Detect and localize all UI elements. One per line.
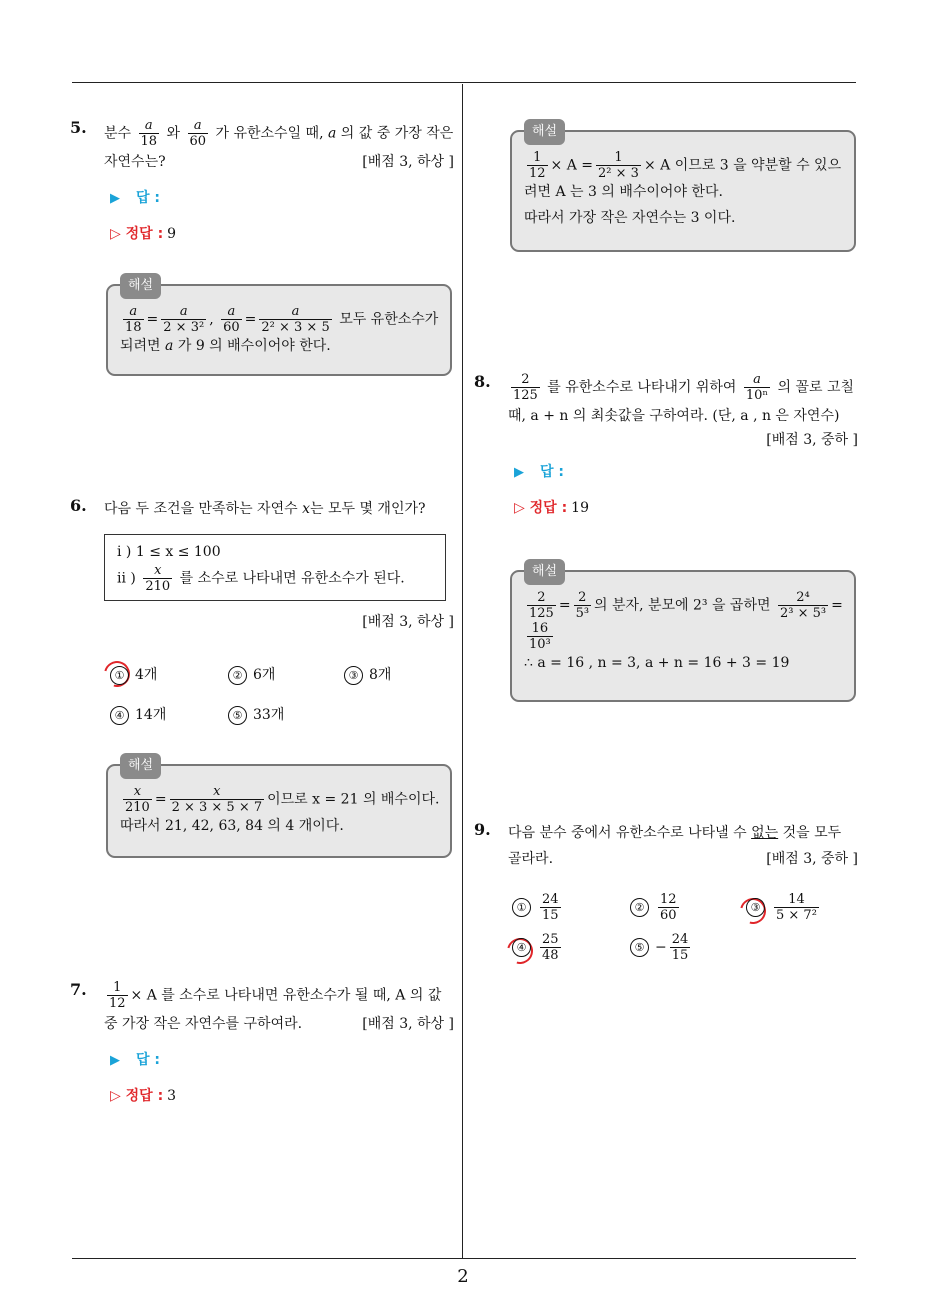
question-number: 5. — [70, 118, 87, 137]
explanation-tag: 해설 — [120, 753, 161, 779]
choice-4[interactable]: ④ $\frac{25}{48}$ — [512, 932, 564, 963]
choice-4[interactable]: ④ 14개 — [110, 704, 166, 725]
explanation-tag: 해설 — [524, 559, 565, 585]
answer-line: ▶ 답 : — [514, 464, 564, 480]
top-rule — [72, 82, 856, 83]
question-number: 8. — [474, 372, 491, 391]
outline-triangle-icon: ▷ — [110, 226, 126, 242]
question-number: 6. — [70, 496, 87, 515]
score-meta: [배점 3, 하상 ] — [362, 614, 454, 630]
explanation-box-7: 해설 $\frac{1}{12}$ × A = $\frac{1}{\text{2² × 3}}$ × A 이므로 3 을 약분할 수 있으려면 A 는 3 의 배수이어야 한다. 따라서 가장 작은 자연수는 3 이다. — [510, 130, 856, 252]
explanation-box-8: 해설 $\frac{2}{125}$ = $\frac{2}{\text{5³}}$ 의 분자, 분모에 2³ 을 곱하면 $\frac{\text{2⁴}}{\text{2³ × 5³}}$ = $\frac{16}{\text{10³}}$ ∴ a = 16 , n = 3, a + n = 16 + 3 = 19 — [510, 570, 856, 702]
score-meta: [배점 3, 하상 ] — [362, 154, 454, 170]
choice-1[interactable]: ① $\frac{24}{15}$ — [512, 892, 564, 923]
choice-5[interactable]: ⑤ 33개 — [228, 704, 284, 725]
column-divider — [462, 84, 463, 1258]
question-number: 7. — [70, 980, 87, 999]
outline-triangle-icon: ▷ — [514, 500, 530, 516]
question-5 — [70, 118, 454, 243]
choice-2[interactable]: ② 6개 — [228, 664, 275, 685]
condition-box: i ) 1 ≤ x ≤ 100 ii ) $\frac{x}{210}$ 를 소수로 나타내면 유한소수가 된다. — [104, 534, 446, 601]
fraction: $\frac{a}{18}$ — [140, 118, 158, 149]
answer-line: ▶ 답 : — [110, 190, 160, 206]
correct-answer: ▷ 정답 : 9 — [110, 226, 177, 242]
question-7 — [70, 980, 454, 1105]
choice-5[interactable]: ⑤ − $\frac{24}{15}$ — [630, 932, 693, 963]
correct-answer: ▷ 정답 : 3 — [110, 1088, 177, 1104]
answer-line: ▶ 답 : — [110, 1052, 160, 1068]
correct-answer: ▷ 정답 : 19 — [514, 500, 589, 516]
question-9 — [474, 820, 858, 872]
question-number: 9. — [474, 820, 491, 839]
question-text: $\frac{2}{125}$ 를 유한소수로 나타내기 위하여 $\frac{a}{\text{10ⁿ}}$ 의 꼴로 고칠 때, a + n 의 최솟값을 구하여라. (단, a , n 은 자연수) — [508, 372, 855, 424]
explanation-box-6: 해설 $\frac{x}{210}$ = $\frac{x}{2 \times 3 \times 5 \times 7}$ 이므로 x = 21 의 배수이다. 따라서 21, 42, 63, 84 의 4 개이다. — [106, 764, 452, 858]
choice-3[interactable]: ③ 8개 — [344, 664, 391, 685]
play-icon: ▶ — [110, 1053, 120, 1068]
score-meta: [배점 3, 중하 ] — [766, 851, 858, 867]
question-text: 분수 $\frac{a}{18}$ 와 $\frac{a}{60}$ 가 유한소수일 때, a 의 값 중 가장 작은 자연수는? [배점 3, 하상 ] — [104, 118, 454, 175]
choice-3[interactable]: ③ $\frac{14}{\text{5 × 7²}}$ — [746, 892, 822, 923]
choice-2[interactable]: ② $\frac{12}{60}$ — [630, 892, 682, 923]
question-text: 다음 분수 중에서 유한소수로 나타낼 수 없는 것을 모두 골라라. [배점 3, 중하 ] — [508, 820, 858, 872]
explanation-box-5: 해설 $\frac{a}{18}$ = $\frac{a}{\text{2 × 3²}}$ , $\frac{a}{60}$ = $\frac{a}{\text{2² × 3 × 5}}$ 모두 유한소수가 되려면 a 가 9 의 배수이어야 한다. — [106, 284, 452, 376]
play-icon: ▶ — [110, 191, 120, 206]
page-number: 2 — [457, 1266, 469, 1287]
explanation-tag: 해설 — [120, 273, 161, 299]
bottom-rule — [72, 1258, 856, 1259]
question-text: $\frac{1}{12}$ × A 를 소수로 나타내면 유한소수가 될 때, A 의 값 중 가장 작은 자연수를 구하여라. [배점 3, 하상 ] — [104, 980, 454, 1037]
question-8 — [474, 372, 858, 517]
explanation-tag: 해설 — [524, 119, 565, 145]
play-icon: ▶ — [514, 465, 524, 480]
fraction: $\frac{a}{60}$ — [189, 118, 207, 149]
outline-triangle-icon: ▷ — [110, 1088, 126, 1104]
question-text: 다음 두 조건을 만족하는 자연수 x는 모두 몇 개인가? — [104, 501, 426, 517]
question-6 — [70, 496, 454, 631]
choice-1[interactable]: ① 4개 — [110, 664, 157, 685]
score-meta: [배점 3, 중하 ] — [766, 432, 858, 448]
score-meta: [배점 3, 하상 ] — [362, 1016, 454, 1032]
